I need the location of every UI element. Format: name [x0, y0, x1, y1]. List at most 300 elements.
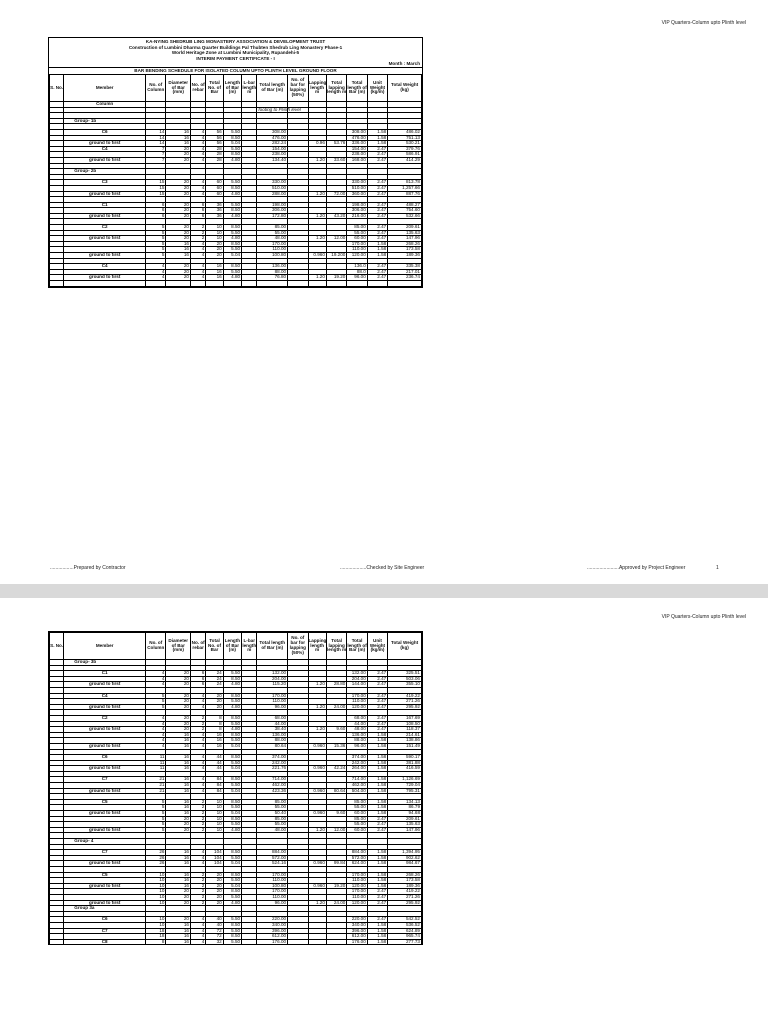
table-cell: 11 — [146, 755, 166, 761]
table-cell: 44.00 — [347, 721, 367, 727]
table-cell: 2 — [191, 236, 206, 242]
table-cell: C6 — [64, 129, 146, 135]
table-cell: 44 — [206, 755, 223, 761]
table-cell: 1.58 — [367, 253, 387, 259]
table-cell: 572.00 — [347, 855, 367, 861]
table-cell: 8 — [206, 721, 223, 727]
table-cell: 176.00 — [347, 939, 367, 945]
table-cell: ground to first — [64, 766, 146, 772]
table-cell: C4 — [64, 264, 146, 270]
table-cell: 2.47 — [367, 693, 387, 699]
table-cell: 10 — [146, 889, 166, 895]
table-cell: 60.00 — [347, 827, 367, 833]
table-cell: 84 — [206, 788, 223, 794]
table-cell: 88.00 — [347, 738, 367, 744]
table-cell: 44.00 — [257, 721, 288, 727]
column-header: S. No. — [50, 633, 64, 660]
table-cell: 8.50 — [223, 816, 241, 822]
table-cell: 88.0 — [347, 269, 367, 275]
table-cell: 2.47 — [367, 264, 387, 270]
table-cell: 1.58 — [367, 760, 387, 766]
table-cell: 56 — [206, 141, 223, 147]
table-cell: 24.00 — [326, 704, 346, 710]
column-header: Total No. of Bar — [206, 633, 223, 660]
table-cell: 20 — [166, 917, 191, 923]
table-cell: 68.00 — [257, 715, 288, 721]
column-header: Total length of Bar (m) — [347, 633, 367, 660]
table-cell: 5.04 — [223, 766, 241, 772]
table-cell: 4.80 — [223, 191, 241, 197]
table-cell: 110.00 — [347, 699, 367, 705]
table-cell: 16 — [166, 922, 191, 928]
table-cell: 138.86 — [388, 738, 422, 744]
table-cell: 120.00 — [347, 704, 367, 710]
table-cell: C5 — [64, 799, 146, 805]
table-cell: 36 — [206, 208, 223, 214]
table-cell: 754.60 — [388, 208, 422, 214]
table-cell: 170.00 — [347, 693, 367, 699]
table-cell: 48.00 — [347, 727, 367, 733]
bar-bending-table-continued — [49, 632, 422, 945]
table-cell: 16 — [166, 861, 191, 867]
table-cell: 340.00 — [257, 922, 288, 928]
table-cell: 204.00 — [257, 676, 288, 682]
table-cell: 16 — [166, 805, 191, 811]
table-row — [50, 861, 422, 867]
table-cell: 100.80 — [257, 883, 288, 889]
table-cell: 134.13 — [388, 799, 422, 805]
table-cell: 170.00 — [257, 241, 288, 247]
table-cell: 8.50 — [223, 755, 241, 761]
table-cell: 5 — [146, 799, 166, 805]
table-cell: 20 — [166, 213, 191, 219]
table-cell: 15.36 — [326, 743, 346, 749]
table-cell: 612.00 — [257, 934, 288, 940]
table-cell: 355.10 — [388, 682, 422, 688]
table-cell: 8.50 — [223, 185, 241, 191]
table-cell: 2.47 — [367, 152, 387, 158]
table-cell: 1.20 — [308, 727, 326, 733]
table-cell: 85.00 — [257, 225, 288, 231]
table-cell: 624.89 — [388, 928, 422, 934]
column-header: L-bar length m — [242, 633, 257, 660]
table-cell: 8.50 — [223, 264, 241, 270]
table-cell: 4 — [146, 738, 166, 744]
table-cell: 24.00 — [326, 900, 346, 906]
table-cell: 2.47 — [367, 822, 387, 828]
schedule-title: BAR BENDING SCHEDULE FOR ISOLATED COLUMN UPTO PLINTH LEVEL GROUND FLOOR — [49, 67, 422, 74]
project-location: World Heritage Zone at Lumbini Municipality, Rupandehi-5 — [171, 50, 300, 55]
table-cell: 21 — [146, 777, 166, 783]
table-cell: 0.960 — [308, 788, 326, 794]
table-cell: 5.50 — [223, 738, 241, 744]
table-cell: 48.00 — [257, 827, 288, 833]
column-header: Total lapping length m — [326, 633, 346, 660]
table-cell: 10 — [146, 922, 166, 928]
table-cell: 85.00 — [347, 816, 367, 822]
table-cell: 136.00 — [257, 264, 288, 270]
table-cell: 396.00 — [257, 928, 288, 934]
table-cell: 379.76 — [388, 146, 422, 152]
table-cell: 84 — [206, 777, 223, 783]
table-cell: 4 — [146, 743, 166, 749]
table-cell: ground to first — [64, 236, 146, 242]
table-cell: 5.50 — [223, 129, 241, 135]
table-cell: 2.47 — [367, 185, 387, 191]
table-cell: 28 — [206, 152, 223, 158]
table-cell: 4 — [191, 275, 206, 281]
table-cell: 24 — [206, 682, 223, 688]
table-cell: 10 — [146, 894, 166, 900]
table-cell: 10 — [146, 872, 166, 878]
table-cell: 16 — [166, 878, 191, 884]
table-cell: 5 — [146, 236, 166, 242]
table-cell: 16 — [166, 934, 191, 940]
table-cell: 170.00 — [347, 241, 367, 247]
table-cell: 590.17 — [388, 755, 422, 761]
table-cell: 510.00 — [257, 185, 288, 191]
table-cell: 118.37 — [388, 727, 422, 733]
table-cell: 572.00 — [257, 855, 288, 861]
table-cell: 4 — [191, 704, 206, 710]
table-cell: 5 — [146, 805, 166, 811]
bbs-sheet — [48, 37, 423, 288]
table-cell: 486.02 — [388, 129, 422, 135]
table-cell: 4 — [191, 146, 206, 152]
table-cell: 136.0 — [347, 264, 367, 270]
table-cell: 1.58 — [367, 928, 387, 934]
table-cell: ground to first — [64, 682, 146, 688]
table-cell: 20 — [166, 202, 191, 208]
bbs-sheet-continued — [48, 631, 423, 945]
table-cell: 2 — [191, 805, 206, 811]
table-cell: 4 — [191, 861, 206, 867]
table-cell: 16 — [206, 743, 223, 749]
table-cell: 204.00 — [347, 676, 367, 682]
table-cell: 96.00 — [347, 275, 367, 281]
table-cell: ground to first — [64, 141, 146, 147]
table-cell: 28.80 — [326, 682, 346, 688]
approved-by-signature: .......................Approved by Project Engineer — [587, 565, 686, 571]
table-cell: 20 — [166, 704, 191, 710]
table-cell: 271.26 — [388, 894, 422, 900]
table-cell: 419.22 — [388, 889, 422, 895]
table-cell: 4 — [146, 264, 166, 270]
table-cell: 20 — [206, 241, 223, 247]
table-cell: 624.00 — [347, 861, 367, 867]
table-header-row — [50, 75, 422, 102]
table-cell: 462.00 — [347, 783, 367, 789]
table-cell: 214.61 — [388, 732, 422, 738]
table-cell: 18 — [146, 934, 166, 940]
table-cell: 2.47 — [367, 827, 387, 833]
table-cell: 86.79 — [388, 805, 422, 811]
table-cell: 20 — [166, 152, 191, 158]
table-cell: 5.50 — [223, 894, 241, 900]
table-cell: 1.58 — [367, 732, 387, 738]
column-header: Unit Weight (kg/m) — [367, 75, 387, 102]
table-row — [50, 157, 422, 163]
table-cell: 4 — [191, 264, 206, 270]
table-cell: 419.22 — [388, 693, 422, 699]
table-cell: 10 — [146, 878, 166, 884]
table-cell: 2 — [191, 225, 206, 231]
table-cell: 4 — [191, 135, 206, 141]
table-cell: 15 — [146, 180, 166, 186]
table-cell: 4 — [191, 141, 206, 147]
table-cell: 96.00 — [257, 704, 288, 710]
table-cell: C6 — [64, 755, 146, 761]
table-cell: 5.50 — [223, 721, 241, 727]
table-cell: 8.50 — [223, 715, 241, 721]
table-cell: 2.47 — [367, 225, 387, 231]
column-header: No. of bar for lapping (50%) — [288, 633, 308, 660]
table-cell: 2.47 — [367, 816, 387, 822]
table-cell: 2 — [191, 811, 206, 817]
table-cell: 72 — [206, 928, 223, 934]
table-cell: 295.92 — [388, 900, 422, 906]
table-cell: 4 — [191, 939, 206, 945]
table-cell: 4 — [191, 917, 206, 923]
table-row — [50, 253, 422, 259]
table-cell: 2.47 — [367, 275, 387, 281]
table-cell: 16 — [206, 275, 223, 281]
table-cell: 4 — [191, 180, 206, 186]
table-header-row — [50, 633, 422, 660]
table-cell: 16 — [166, 253, 191, 259]
table-cell — [288, 281, 308, 287]
table-cell: 1.58 — [367, 883, 387, 889]
table-cell: 172.80 — [257, 213, 288, 219]
table-cell: 5.50 — [223, 269, 241, 275]
table-row — [50, 827, 422, 833]
table-cell — [50, 281, 64, 287]
table-cell: 56 — [206, 135, 223, 141]
table-cell: 1.58 — [367, 922, 387, 928]
table-cell: 5.50 — [223, 917, 241, 923]
table-cell: ground to first — [64, 788, 146, 794]
table-cell: 5.50 — [223, 855, 241, 861]
table-cell: 26 — [146, 861, 166, 867]
table-cell: 20 — [166, 275, 191, 281]
table-cell: 20 — [166, 208, 191, 214]
table-cell: 488.27 — [388, 202, 422, 208]
table-cell: 5.50 — [223, 760, 241, 766]
table-cell: 16 — [166, 135, 191, 141]
table-cell: 510.00 — [347, 185, 367, 191]
table-cell: 20 — [166, 699, 191, 705]
table-cell: 14 — [146, 141, 166, 147]
table-cell: 5 — [146, 811, 166, 817]
table-cell: C6 — [64, 917, 146, 923]
table-cell: 6 — [191, 682, 206, 688]
table-cell: 4 — [191, 855, 206, 861]
table-cell: 1.58 — [367, 141, 387, 147]
table-cell: 1.58 — [367, 738, 387, 744]
table-row — [50, 275, 422, 281]
table-cell: 965.74 — [388, 934, 422, 940]
table-cell: 10 — [206, 236, 223, 242]
table-cell: 236.74 — [388, 275, 422, 281]
table-cell — [166, 281, 191, 287]
table-cell: 21 — [146, 783, 166, 789]
table-cell: 4 — [146, 275, 166, 281]
table-cell: 24 — [206, 671, 223, 677]
column-header: No. of Column — [146, 633, 166, 660]
table-cell: 2.47 — [367, 682, 387, 688]
table-cell: 20 — [206, 889, 223, 895]
table-cell: 14 — [146, 135, 166, 141]
table-cell: 170.00 — [257, 872, 288, 878]
table-cell: 984.67 — [388, 861, 422, 867]
column-header: Total Weight (kg) — [388, 633, 422, 660]
table-cell: 6 — [191, 213, 206, 219]
month-label: Month : March — [388, 61, 420, 66]
table-cell: 20 — [166, 721, 191, 727]
table-cell: 8.50 — [223, 208, 241, 214]
table-cell: 16 — [166, 129, 191, 135]
table-cell: 612.00 — [347, 934, 367, 940]
table-cell: 55.00 — [257, 822, 288, 828]
table-row — [50, 743, 422, 749]
table-cell: 4 — [191, 755, 206, 761]
page-header-title: VIP Quarters-Column upto Plinth level — [661, 614, 746, 620]
table-cell: 2.47 — [367, 721, 387, 727]
table-cell: 360.00 — [347, 191, 367, 197]
table-row — [50, 682, 422, 688]
table-cell: 19.200 — [326, 253, 346, 259]
table-cell: 6 — [191, 208, 206, 214]
table-cell: 20 — [206, 247, 223, 253]
table-cell: 1.58 — [367, 247, 387, 253]
table-cell: ground to first — [64, 191, 146, 197]
table-cell: 56 — [206, 129, 223, 135]
table-cell: 2 — [191, 816, 206, 822]
table-cell: 2.47 — [367, 236, 387, 242]
table-cell: 72 — [206, 934, 223, 940]
table-cell: 16 — [166, 811, 191, 817]
table-cell: ground to first — [64, 213, 146, 219]
table-cell: 38.40 — [257, 727, 288, 733]
table-cell: 8.50 — [223, 889, 241, 895]
table-cell: 2 — [191, 889, 206, 895]
table-cell: 12.00 — [326, 827, 346, 833]
table-cell: 16 — [166, 872, 191, 878]
table-cell: 20 — [206, 900, 223, 906]
table-row — [50, 766, 422, 772]
table-cell: 36 — [206, 202, 223, 208]
table-cell: 4.80 — [223, 900, 241, 906]
table-cell: 4 — [146, 727, 166, 733]
table-cell — [206, 281, 223, 287]
table-row — [50, 191, 422, 197]
table-cell: 104 — [206, 861, 223, 867]
table-cell: 55.00 — [347, 230, 367, 236]
table-cell: 220.00 — [347, 917, 367, 923]
table-cell: 28 — [206, 146, 223, 152]
table-cell: 2.47 — [367, 894, 387, 900]
table-cell: 8.50 — [223, 241, 241, 247]
table-cell: 4 — [191, 247, 206, 253]
table-cell: 19.20 — [326, 275, 346, 281]
table-cell: 99.84 — [326, 861, 346, 867]
table-cell: 20 — [166, 225, 191, 231]
table-cell: C1 — [64, 202, 146, 208]
table-cell: 5.50 — [223, 247, 241, 253]
table-cell: 198.00 — [257, 202, 288, 208]
table-cell: 20 — [166, 693, 191, 699]
table-cell: 2 — [191, 230, 206, 236]
table-cell: 26 — [146, 855, 166, 861]
table-cell: 20 — [206, 883, 223, 889]
table-cell: Group- 2b — [64, 169, 146, 175]
table-cell: 1,126.69 — [388, 777, 422, 783]
table-cell: 20 — [166, 889, 191, 895]
table-cell: 21 — [146, 788, 166, 794]
table-cell: ground to first — [64, 704, 146, 710]
table-cell: ground to first — [64, 727, 146, 733]
table-cell: 1,394.95 — [388, 850, 422, 856]
table-cell: 4 — [191, 850, 206, 856]
table-cell: 110.00 — [257, 894, 288, 900]
table-cell: 1.20 — [308, 157, 326, 163]
table-cell: 542.52 — [388, 917, 422, 923]
table-cell — [64, 281, 146, 287]
table-cell: 135.63 — [388, 822, 422, 828]
table-cell: 42.24 — [326, 766, 346, 772]
column-header: Member — [64, 633, 146, 660]
table-cell: Group- 3b — [64, 660, 146, 666]
table-cell: 887.76 — [388, 191, 422, 197]
table-cell: 4 — [191, 788, 206, 794]
table-cell: 189.36 — [388, 883, 422, 889]
table-cell: 20 — [166, 671, 191, 677]
table-cell: ground to first — [64, 861, 146, 867]
table-cell: 110.00 — [257, 247, 288, 253]
table-cell: 2 — [191, 827, 206, 833]
table-cell: 33.60 — [326, 157, 346, 163]
table-cell: 104 — [206, 855, 223, 861]
table-cell: Group- 4 — [64, 839, 146, 845]
table-cell: 4 — [146, 732, 166, 738]
table-cell: 2.47 — [367, 917, 387, 923]
table-cell: ground to first — [64, 900, 146, 906]
table-cell: 50.40 — [257, 811, 288, 817]
table-cell: 2.47 — [367, 699, 387, 705]
table-cell: 2.47 — [367, 889, 387, 895]
table-cell: 2.47 — [367, 202, 387, 208]
column-header: Total lapping length m — [326, 75, 346, 102]
table-cell: 48.00 — [257, 236, 288, 242]
table-cell: 1.58 — [367, 934, 387, 940]
table-cell: 11 — [146, 766, 166, 772]
table-cell: 0.960 — [308, 811, 326, 817]
table-cell: 16 — [166, 755, 191, 761]
table-cell: 242.00 — [347, 760, 367, 766]
bar-bending-table — [49, 74, 422, 287]
table-cell: C4 — [64, 146, 146, 152]
table-cell — [326, 939, 346, 945]
column-header: Diameter of Bar (mm) — [166, 75, 191, 102]
table-cell: 4 — [146, 676, 166, 682]
table-cell: 1.58 — [367, 135, 387, 141]
page-header-title: VIP Quarters-Column upto Plinth level — [661, 20, 746, 26]
table-cell: 238.00 — [257, 152, 288, 158]
table-cell: 220.00 — [257, 917, 288, 923]
table-cell: 132.00 — [347, 671, 367, 677]
table-cell: 884.00 — [257, 850, 288, 856]
table-cell: 536.52 — [388, 922, 422, 928]
